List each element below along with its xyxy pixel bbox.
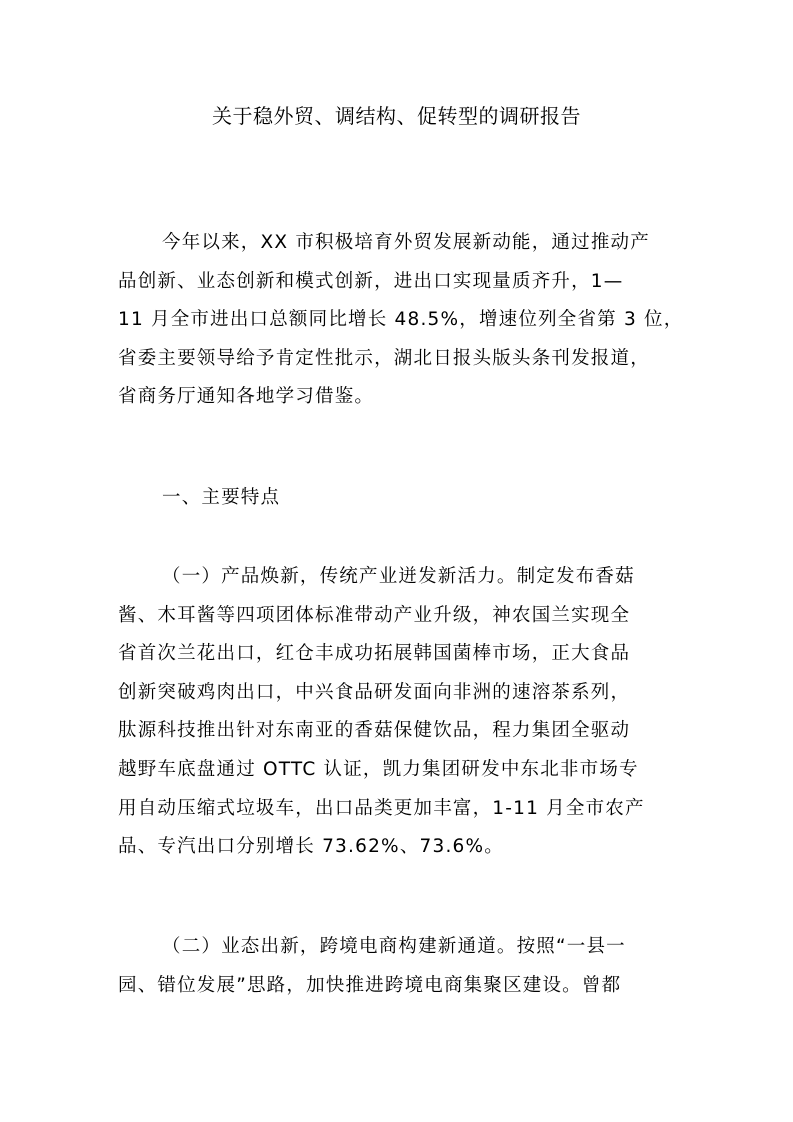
section-heading xyxy=(118,479,678,518)
text-line: 园、错位发展”思路，加快推进跨境电商集聚区建设。曾都 xyxy=(118,974,622,996)
section-heading-text: 一、主要特点 xyxy=(162,487,281,508)
text-line: （一）产品焕新，传统产业迸发新活力。制定发布香菇 xyxy=(162,566,635,587)
text-line: 用自动压缩式垃圾车，出口品类更加丰富，1-11 月全市农产 xyxy=(118,797,645,819)
text-line: 11 月全市进出口总额同比增长 48.5%，增速位列全省第 3 位， xyxy=(118,309,684,331)
text-line: 品、专汽出口分别增长 73.62%、73.6%。 xyxy=(118,836,504,858)
business-innovation-paragraph xyxy=(118,928,678,1005)
text-line: 创新突破鸡肉出口，中兴食品研发面向非洲的速溶茶系列， xyxy=(118,681,631,703)
text-line: 省商务厅通知各地学习借鉴。 xyxy=(118,386,375,408)
text-line: 酱、木耳酱等四项团体标准带动产业升级，神农国兰实现全 xyxy=(118,604,631,626)
text-line: 今年以来，XX 市积极培育外贸发展新动能，通过推动产 xyxy=(162,232,650,253)
intro-paragraph xyxy=(118,224,684,417)
text-line: 肽源科技推出针对东南亚的香菇保健饮品，程力集团全驱动 xyxy=(118,720,631,742)
text-line: 省首次兰花出口，红仓丰成功拓展韩国菌棒市场，正大食品 xyxy=(118,643,631,665)
text-line: （二）业态出新，跨境电商构建新通道。按照“一县一 xyxy=(162,936,626,957)
product-innovation-paragraph xyxy=(118,558,678,867)
text-line: 品创新、业态创新和模式创新，进出口实现量质齐升，1— xyxy=(118,270,624,292)
text-line: 越野车底盘通过 OTTC 认证，凯力集团研发中东北非市场专 xyxy=(118,758,639,780)
text-line: 省委主要领导给予肯定性批示，湖北日报头版头条刊发报道， xyxy=(118,347,650,369)
document-title: 关于稳外贸、调结构、促转型的调研报告 xyxy=(212,104,581,128)
